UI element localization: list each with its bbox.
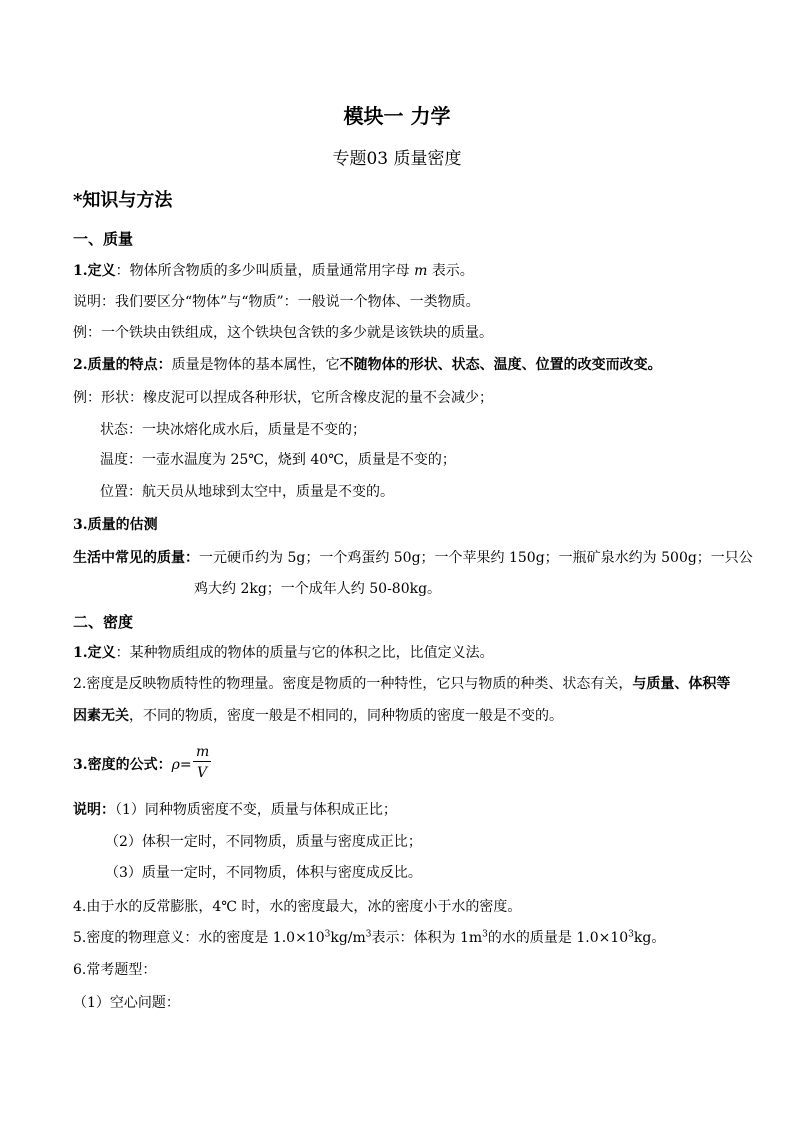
hollow-problem-item: （1）空心问题：: [73, 995, 180, 1011]
fraction-numerator: m: [196, 744, 210, 760]
density-anomaly: 4.由于水的反常膨胀，4℃ 时，水的密度最大，冰的密度小于水的密度。: [73, 899, 522, 915]
density-property-bold1: 与质量、体积等: [632, 676, 731, 692]
density-meaning-sup4: 3: [628, 929, 634, 940]
density-heading: 二、密度: [73, 613, 134, 631]
mass-estimate-heading: 3.质量的估测: [73, 517, 158, 533]
density-meaning-e: kg。: [633, 930, 666, 946]
density-note1-line: [73, 801, 397, 819]
mass-definition-text: ：物体所含物质的多少叫质量，质量通常用字母: [115, 263, 410, 279]
mass-feature-label: 2.质量的特点：: [73, 357, 172, 373]
density-fraction: [196, 744, 212, 784]
density-definition-label: 1.定义: [73, 645, 116, 661]
density-meaning-c: 表示：体积为 1m: [371, 930, 483, 946]
density-meaning-sup3: 3: [482, 929, 488, 940]
topic-title: 专题03 质量密度: [332, 149, 462, 169]
mass-feature-text: 质量是物体的基本属性，它: [171, 357, 340, 373]
mass-estimate-line1: [73, 549, 753, 567]
density-property-text2: ，不同的物质，密度一般是不相同的，同种物质的密度一般是不变的。: [129, 708, 563, 724]
mass-feature: [73, 356, 662, 374]
density-meaning-sup1: 3: [324, 929, 331, 940]
fraction-denominator: V: [197, 765, 208, 781]
common-question-types: 6.常考题型：: [73, 962, 157, 978]
density-formula-lhs: ρ=: [171, 757, 192, 773]
mass-feature-bold: 不随物体的形状、状态、温度、位置的改变而改变。: [339, 357, 662, 373]
density-note2: （2）体积一定时，不同物质，质量与密度成正比；: [105, 834, 422, 850]
density-note3: （3）质量一定时，不同物质，体积与密度成反比。: [105, 865, 422, 881]
section-heading: *知识与方法: [73, 190, 173, 211]
density-definition: [73, 644, 494, 662]
density-meaning-a: 5.密度的物理意义：水的密度是 1.0×10: [73, 930, 325, 946]
density-note1: （1）同种物质密度不变，质量与体积成正比；: [115, 802, 397, 818]
example-state: 状态：一块冰熔化成水后，质量是不变的；: [100, 422, 366, 438]
density-meaning-b: kg/m: [330, 930, 366, 946]
mass-example: 例：一个铁块由铁组成，这个铁块包含铁的多少就是该铁块的质量。: [73, 325, 493, 341]
example-temperature: 温度：一壶水温度为 25℃，烧到 40℃，质量是不变的；: [100, 452, 456, 468]
example-shape: 例：形状：橡皮泥可以捏成各种形状，它所含橡皮泥的量不会减少；: [73, 390, 493, 406]
density-property-bold2: 因素无关: [73, 708, 129, 724]
mass-definition-label: 1.定义: [73, 263, 116, 279]
mass-note: 说明：我们要区分“物体”与“物质”：一般说一个物体、一类物质。: [73, 294, 480, 310]
density-note-label: 说明：: [73, 802, 115, 818]
density-meaning: [73, 929, 665, 947]
density-meaning-d: 的水的质量是 1.0×10: [487, 930, 629, 946]
density-formula-line: [73, 756, 192, 774]
density-definition-text: ：某种物质组成的物体的质量与它的体积之比，比值定义法。: [115, 645, 494, 661]
mass-definition: [73, 262, 474, 280]
mass-definition-tail: 表示。: [431, 263, 474, 279]
mass-symbol: m: [414, 263, 428, 279]
mass-heading: 一、质量: [73, 230, 134, 248]
mass-estimate-label: 生活中常见的质量：: [73, 550, 199, 566]
fraction-bar: [193, 761, 211, 762]
density-property-line2: [73, 707, 563, 725]
density-formula-label: 3.密度的公式：: [73, 757, 172, 773]
density-meaning-sup2: 3: [365, 929, 372, 940]
example-position: 位置：航天员从地球到太空中，质量是不变的。: [100, 484, 394, 500]
mass-estimate-line2: 鸡大约 2kg；一个成年人约 50-80kg。: [194, 581, 442, 597]
module-title: 模块一 力学: [343, 104, 451, 128]
density-property-line1: [73, 675, 730, 693]
density-property-text: 2.密度是反映物质特性的物理量。密度是物质的一种特性，它只与物质的种类、状态有关，: [73, 676, 633, 692]
mass-estimate-text: 一元硬币约为 5g；一个鸡蛋约 50g；一个苹果约 150g；一瓶矿泉水约为 500g；一只公: [199, 550, 753, 566]
